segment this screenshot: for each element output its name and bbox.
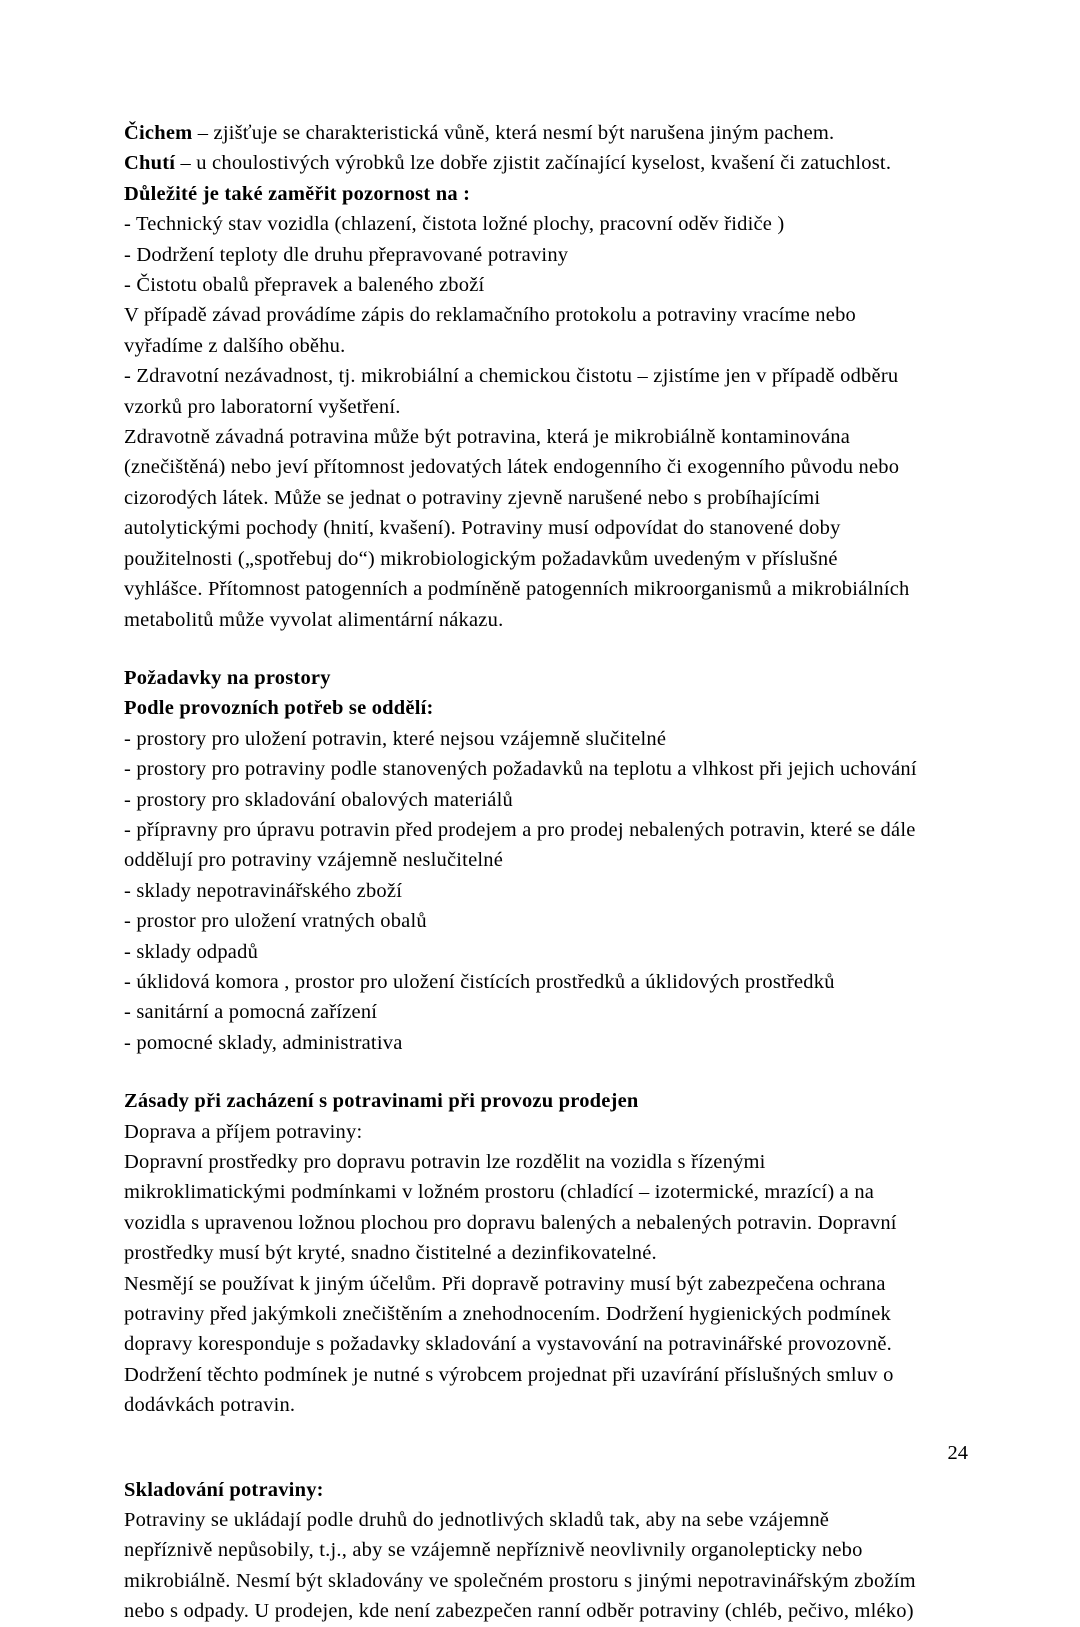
text-line [124,785,956,815]
text-lead: Skladování potraviny: [124,1478,324,1501]
text-lead: Důležité je také zaměřit pozornost na : [124,182,471,205]
text-run: (znečištěná) nebo jeví přítomnost jedovatých látek endogenního či exogenního původu nebo [124,456,900,479]
text-run: Nesmějí se používat k jiným účelům. Při dopravě potraviny musí být zabezpečena ochrana [124,1272,886,1295]
text-line [124,361,956,391]
text-run: mikrobiálně. Nesmí být skladovány ve společném prostoru s jinými nepotravinářským zbožím [124,1569,916,1592]
text-line [124,1208,956,1238]
text-run: - sklady odpadů [124,940,259,963]
text-run: Zdravotně závadná potravina může být potravina, která je mikrobiálně kontaminována [124,426,851,449]
text-run: vyhlášce. Přítomnost patogenních a podmíněně patogenních mikroorganismů a mikrobiálních [124,578,910,601]
text-block [124,663,956,1058]
text-line [124,422,956,452]
paragraph-gap [124,635,956,663]
text-run: oddělují pro potraviny vzájemně neslučitelné [124,849,504,872]
text-line [124,724,956,754]
text-line [124,1117,956,1147]
text-line [124,1147,956,1177]
text-line [124,815,956,845]
text-lead: Podle provozních potřeb se oddělí: [124,697,434,720]
text-line [124,392,956,422]
text-run: Doprava a příjem potraviny: [124,1120,363,1143]
text-line [124,483,956,513]
text-run: - prostory pro skladování obalových materiálů [124,788,513,811]
text-line [124,997,956,1027]
text-run: nepříznivě nepůsobily, t.j., aby se vzájemně nepříznivě neovlivnily organolepticky nebo [124,1539,863,1562]
text-line [124,845,956,875]
text-line [124,1596,956,1626]
text-line [124,967,956,997]
text-line [124,1177,956,1207]
text-line [124,1390,956,1420]
text-line [124,209,956,239]
text-run: - prostor pro uložení vratných obalů [124,910,427,933]
text-line [124,1269,956,1299]
text-run: - prostory pro potraviny podle stanovených požadavků na teplotu a vlhkost při jejich uchování [124,758,917,781]
text-lead: Chutí [124,152,176,175]
text-line [124,452,956,482]
page-number: 24 [947,1442,968,1464]
text-run: - sanitární a pomocná zařízení [124,1001,378,1024]
text-line [124,1360,956,1390]
text-lead: Čichem [124,122,193,144]
text-run: - Zdravotní nezávadnost, tj. mikrobiální a chemickou čistotu – zjistíme jen v případě odběru [124,365,899,388]
text-run: – u choulostivých výrobků lze dobře zjistit začínající kyselost, kvašení či zatuchlost. [175,152,892,175]
text-run: použitelnosti („spotřebuj do“) mikrobiologickým požadavkům uvedeným v příslušné [124,547,838,570]
paragraph-gap [124,1058,956,1086]
text-line [124,1535,956,1565]
text-run: vyřadíme z dalšího oběhu. [124,334,346,357]
text-line [124,876,956,906]
text-line [124,544,956,574]
text-line [124,1299,956,1329]
text-block [124,1086,956,1420]
text-run: Dodržení těchto podmínek je nutné s výrobcem projednat při uzavírání příslušných smluv o [124,1363,894,1386]
text-run: - úklidová komora , prostor pro uložení čistících prostředků a úklidových prostředků [124,970,835,993]
text-run: - Technický stav vozidla (chlazení, čistota ložné plochy, pracovní oděv řidiče ) [124,213,785,236]
text-line [124,1505,956,1535]
text-line [124,605,956,635]
text-run: metabolitů může vyvolat alimentární nákazu. [124,608,504,631]
text-run: - prostory pro uložení potravin, které nejsou vzájemně slučitelné [124,727,667,750]
text-run: dodávkách potravin. [124,1394,296,1417]
text-line [124,1475,956,1505]
text-lead: Zásady při zacházení s potravinami při provozu prodejen [124,1090,639,1113]
text-line [124,300,956,330]
text-line [124,574,956,604]
text-line [124,1238,956,1268]
text-run: prostředky musí být kryté, snadno čistitelné a dezinfikovatelné. [124,1242,657,1265]
text-line [124,937,956,967]
text-run: Dopravní prostředky pro dopravu potravin lze rozdělit na vozidla s řízenými [124,1151,766,1173]
text-line [124,693,956,723]
text-line [124,118,956,148]
text-run: mikroklimatickými podmínkami v ložném prostoru (chladící – izotermické, mrazící) a na [124,1181,875,1204]
text-line [124,1566,956,1596]
text-run: Potraviny se ukládají podle druhů do jednotlivých skladů tak, aby na sebe vzájemně [124,1509,830,1532]
text-run: dopravy koresponduje s požadavky skladování a vystavování na potravinářské provozovně. [124,1333,892,1356]
text-line [124,754,956,784]
text-line [124,331,956,361]
text-line [124,906,956,936]
text-lead: Požadavky na prostory [124,666,331,689]
text-run: - Čistotu obalů přepravek a baleného zboží [124,274,485,297]
text-line [124,1028,956,1058]
text-line [124,1086,956,1116]
text-line [124,1329,956,1359]
text-run: vzorků pro laboratorní vyšetření. [124,395,401,418]
document-body [124,118,956,1627]
text-run: autolytickými pochody (hnití, kvašení). Potraviny musí odpovídat do stanovené doby [124,517,841,540]
text-run: - pomocné sklady, administrativa [124,1031,403,1054]
text-line [124,179,956,209]
text-line [124,148,956,178]
text-run: – zjišťuje se charakteristická vůně, která nesmí být narušena jiným pachem. [192,122,835,144]
text-run: nebo s odpady. U prodejen, kde není zabezpečen ranní odběr potraviny (chléb, pečivo, mléko) [124,1600,914,1623]
text-block [124,1475,956,1627]
text-run: potraviny před jakýmkoli znečištěním a znehodnocením. Dodržení hygienických podmínek [124,1303,891,1326]
text-line [124,513,956,543]
text-run: - Dodržení teploty dle druhu přepravované potraviny [124,243,569,266]
text-run: vozidla s upravenou ložnou plochou pro dopravu balených a nebalených potravin. Dopravní [124,1211,897,1234]
text-block [124,118,956,635]
text-line [124,240,956,270]
text-run: cizorodých látek. Může se jednat o potraviny zjevně narušené nebo s probíhajícími [124,486,821,509]
text-run: - sklady nepotravinářského zboží [124,879,403,902]
paragraph-gap [124,1421,956,1475]
text-run: - přípravny pro úpravu potravin před prodejem a pro prodej nebalených potravin, které se dále [124,818,916,841]
text-run: V případě závad provádíme zápis do reklamačního protokolu a potraviny vracíme nebo [124,304,856,327]
text-line [124,663,956,693]
text-line [124,270,956,300]
